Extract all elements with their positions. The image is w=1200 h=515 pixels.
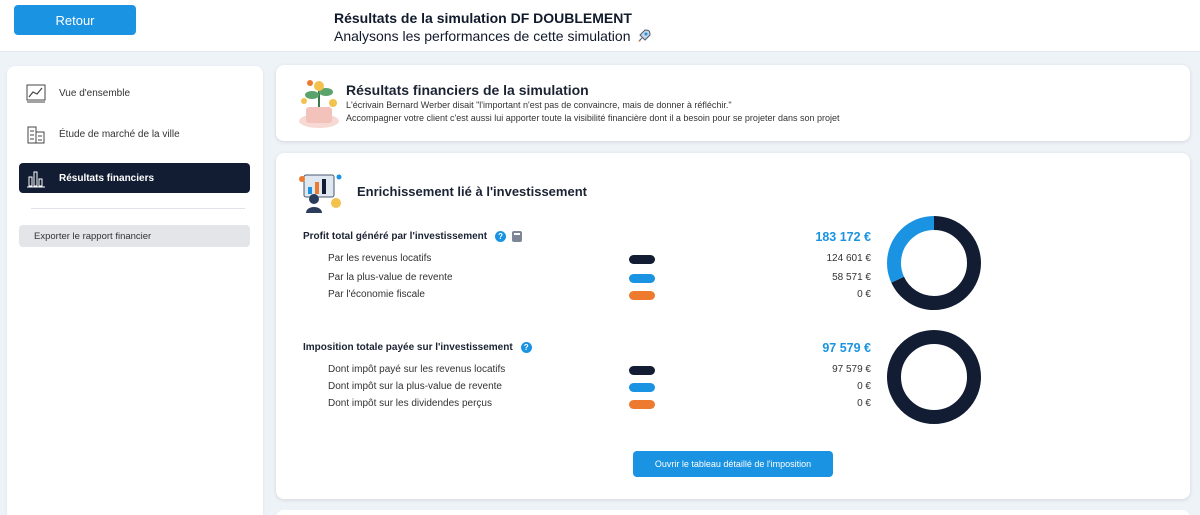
sidebar-item-overview[interactable] xyxy=(19,78,250,108)
sidebar-item-label: Résultats financiers xyxy=(59,172,155,184)
tax-section-header xyxy=(303,342,532,353)
tax-row-label: Dont impôt sur les dividendes perçus xyxy=(328,398,492,409)
legend-pill-capital-gain xyxy=(629,274,655,283)
profit-row-value: 0 € xyxy=(857,289,871,300)
sidebar-item-market-study[interactable] xyxy=(19,119,250,149)
next-card-edge xyxy=(276,510,1190,515)
profit-section-header xyxy=(303,231,522,242)
tax-row-label: Dont impôt payé sur les revenus locatifs xyxy=(328,364,506,375)
legend-pill-tax-saving xyxy=(629,291,655,300)
tax-row-label: Dont impôt sur la plus-value de revente xyxy=(328,381,502,392)
page-subtitle xyxy=(334,28,652,44)
tax-row-value: 97 579 € xyxy=(832,364,871,375)
enrichment-title: Enrichissement lié à l'investissement xyxy=(357,184,587,199)
legend-pill-rental-tax xyxy=(629,366,655,375)
legend-pill-dividends-tax xyxy=(629,400,655,409)
tax-label: Imposition totale payée sur l'investissement xyxy=(303,342,513,353)
money-plant-illustration-icon xyxy=(296,77,342,129)
profit-row-value: 124 601 € xyxy=(826,253,871,264)
sidebar-item-label: Étude de marché de la ville xyxy=(59,128,180,140)
intro-card xyxy=(276,65,1190,141)
calculator-icon[interactable] xyxy=(512,231,522,242)
tax-row-value: 0 € xyxy=(857,381,871,392)
profit-label: Profit total généré par l'investissement xyxy=(303,231,488,242)
bar-chart-icon xyxy=(25,167,47,189)
rocket-icon xyxy=(636,28,652,44)
enrichment-card xyxy=(276,153,1190,499)
tax-row-value: 0 € xyxy=(857,398,871,409)
sidebar-item-label: Vue d'ensemble xyxy=(59,87,131,99)
sidebar-divider xyxy=(31,208,245,209)
investor-illustration-icon xyxy=(296,169,344,215)
sidebar xyxy=(7,66,263,515)
tax-donut-chart xyxy=(884,327,984,427)
help-icon[interactable]: ? xyxy=(495,231,506,242)
page-subtitle-text: Analysons les performances de cette simulation xyxy=(334,28,631,44)
tax-total: 97 579 € xyxy=(822,341,871,355)
chart-line-icon xyxy=(25,82,47,104)
sidebar-item-financial-results[interactable] xyxy=(19,163,250,193)
donut-segment-0 xyxy=(894,337,974,417)
legend-pill-rental xyxy=(629,255,655,264)
profit-donut-chart xyxy=(884,213,984,313)
page-title: Résultats de la simulation DF DOUBLEMENT xyxy=(334,10,632,26)
help-icon[interactable]: ? xyxy=(521,342,532,353)
profit-total: 183 172 € xyxy=(815,230,871,244)
back-button[interactable]: Retour xyxy=(14,5,136,35)
buildings-icon xyxy=(25,123,47,145)
profit-row-label: Par la plus-value de revente xyxy=(328,272,453,283)
intro-quote: L'écrivain Bernard Werber disait "l'important n'est pas de convaincre, mais de donner à réfléchir." xyxy=(346,100,732,110)
profit-row-label: Par les revenus locatifs xyxy=(328,253,432,264)
intro-text: Accompagner votre client c'est aussi lui apporter toute la visibilité financière dont il a besoin pour se projeter dans son projet xyxy=(346,113,840,123)
export-report-button[interactable]: Exporter le rapport financier xyxy=(19,225,250,247)
top-bar xyxy=(0,0,1200,52)
intro-title: Résultats financiers de la simulation xyxy=(346,82,589,98)
profit-row-value: 58 571 € xyxy=(832,272,871,283)
legend-pill-capital-gain-tax xyxy=(629,383,655,392)
profit-row-label: Par l'économie fiscale xyxy=(328,289,425,300)
open-tax-table-button[interactable]: Ouvrir le tableau détaillé de l'imposition xyxy=(633,451,833,477)
